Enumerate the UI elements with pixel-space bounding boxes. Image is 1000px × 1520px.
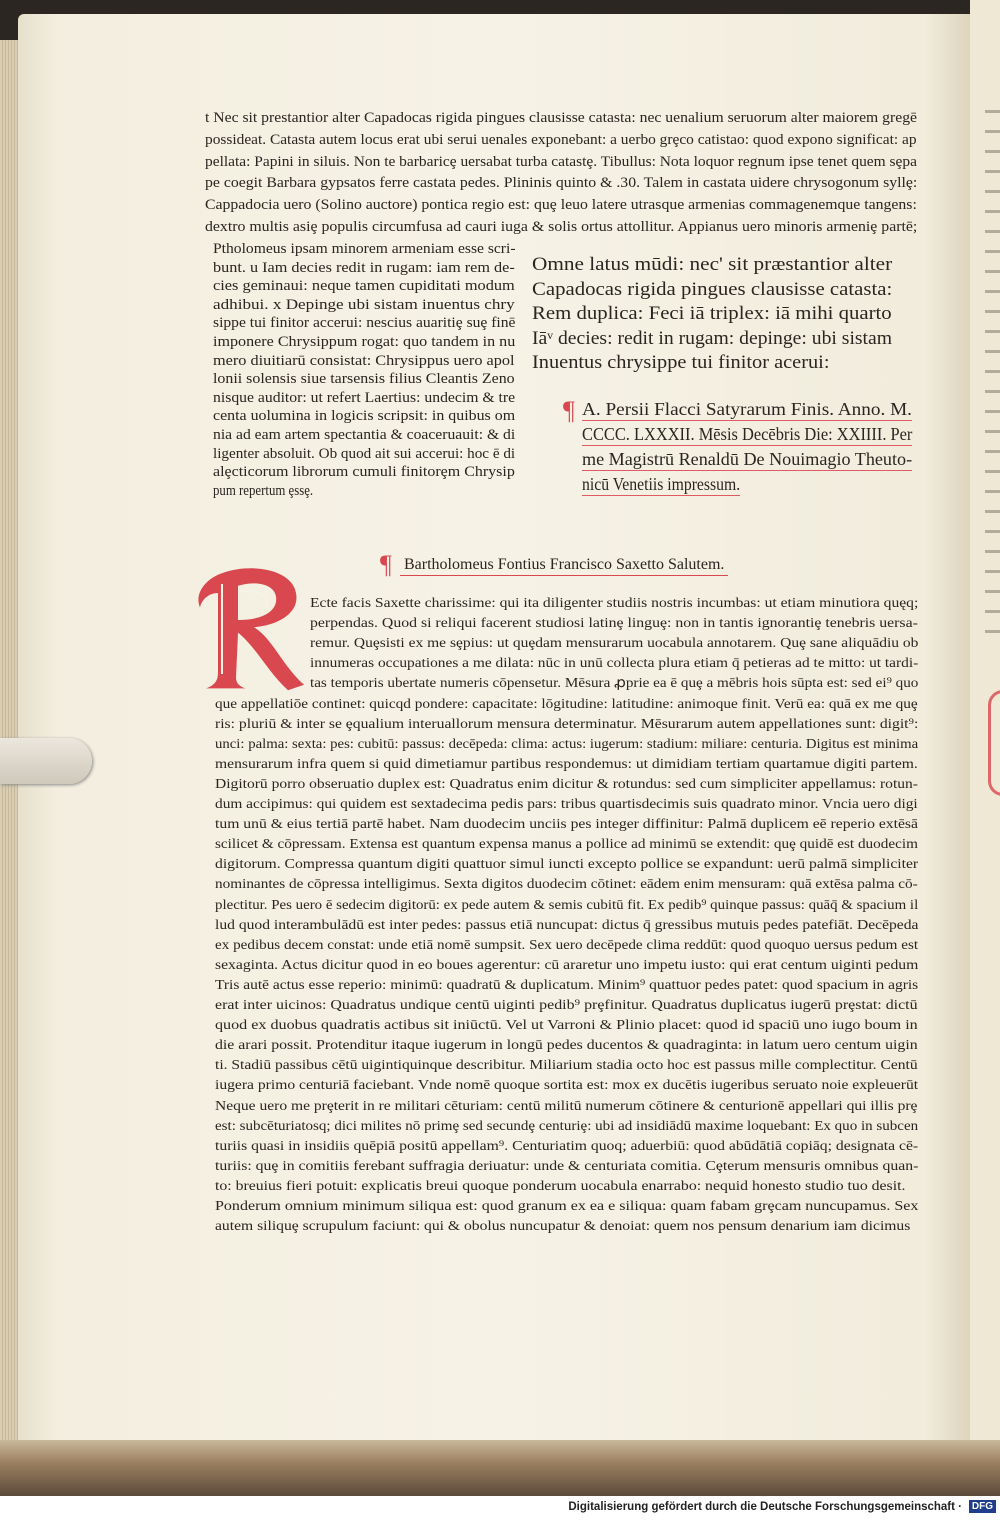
footer-bar <box>0 1496 1000 1520</box>
letter-body-line: Digitorū porro obseruatio duplex est: Quadratus enim dicitur & rotundus: sed cum simpliciter appellamus: rotun- <box>215 776 918 792</box>
verse-line: Inuentus chrysippe tui finitor acerui: <box>532 352 830 373</box>
verse-line: Iāᵛ decies: redit in rugam: depinge: ubi sistam <box>532 327 893 349</box>
commentary-top-line: t Nec sit prestantior alter Capadocas rigida pingues clausisse catasta: nec uenalium seruorum alter maiorem gregē <box>205 110 917 126</box>
book-bottom-edge <box>0 1440 1000 1496</box>
colophon-line: nicū Venetiis impressum. <box>582 474 741 494</box>
letter-body-line: innumeras occupationes a me dilata: nūc in unū collecta plura etiam q̄ petieras ad te mitto: ut tardi- <box>310 656 919 672</box>
letter-body-line: remur. Quȩsisti ex me sȩpius: ut quȩdam mensurarum uocabula annotarem. Quȩ sane aliquādiu ob <box>310 636 919 652</box>
letter-body-line: ris: pluriū & inter se ȩqualium interuallorum mensura determinatur. Mēsurarum autem appellationes sunt: digit⁹: <box>215 716 919 732</box>
letter-body-line: dum accipimus: qui quidem est sextadecima pedis pars: tribus quartisdecimis suis quadrato minor. Vncia uero digi <box>215 797 918 812</box>
commentary-left-line: alȩcticorum librorum cumuli finitorȩm Chrysip <box>213 464 515 481</box>
commentary-left-line: bunt. u Iam decies redit in rugam: iam rem de- <box>213 259 515 276</box>
verse-line: Rem duplica: Feci iā triplex: iā mihi quarto <box>532 303 892 324</box>
colophon-line: A. Persii Flacci Satyrarum Finis. Anno. M. <box>582 399 912 419</box>
page-holder-clip <box>0 738 92 784</box>
letter-body-line: est: subcēturiatosq; dici milites nō primȩ sed secundȩ centuriȩ: ubi ad insidiādū maxime loquebant: Ex quo in subcen <box>215 1118 919 1134</box>
commentary-left-line: cies geminaui: neque tamen cupiditati modum <box>213 278 515 295</box>
commentary-left-line: lonii solensis siue tarsensis filius Cleantis Zeno <box>213 371 515 388</box>
letter-body-line: quod ex duobus quadratis actibus sit iniūctū. Vel ut Varroni & Plinio placet: quod id spaciū uno iugo boum in <box>215 1018 918 1034</box>
pilcrow-icon: ¶ <box>380 550 392 579</box>
funding-notice: Digitalisierung gefördert durch die Deutsche Forschungsgemeinschaft · <box>568 1501 962 1513</box>
letter-body-line: lud quod interambulādū est inter pedes: passus etiā nuncupat: dictus q̄ gressibus mutuis pedes patefiāt. Decēpeda <box>215 917 919 933</box>
letter-body-line: ti. Stadiū passibus cētū uigintiquinque describitur. Miliarium stadia octo hoc est passus mille complectitur. Centū <box>215 1058 918 1074</box>
commentary-left-line: sippe tui finitor accerui: nescius auaritiȩ suȩ finē <box>213 315 516 332</box>
commentary-left-line: nia ad eam artem spectantia & coaceruauit: & di <box>213 427 516 443</box>
pilcrow-icon: ¶ <box>563 396 575 425</box>
letter-body-line: turiis: quȩ in comitiis ferebant suffragia deriuatur: unde & centuriata comitia. Cȩterum mensuris omnibus quan- <box>215 1158 919 1174</box>
letter-body-line: to: breuius fieri potuit: explicatis breui quoque ponderum uocabula enarrabo: nequid honesto studio tuo desit. <box>215 1178 906 1194</box>
letter-body-line: tas temporis ubertate numeris cōpensetur. Mēsura ꝓprie ea ē quȩ a mēbris hois sūpta est: sed ei⁹ quo <box>310 676 919 692</box>
commentary-left-line: mero diuitiarū consistat: Chrysippus uero apol <box>213 352 515 369</box>
letter-body-line: erat inter uicinos: Quadratus undique centū uiginti pedib⁹ prȩfinitur. Quadratus duplicatus iugerū prȩstat: dictū <box>215 998 918 1013</box>
commentary-top-line: dextro multis asiȩ populis circumfusa ad cauri iuga & solis ortus attollitur. Appianus uero minoris armeniȩ partē; <box>205 219 918 235</box>
commentary-left-line: nisque auditor: ut refert Laertius: undecim & tre <box>213 389 516 406</box>
commentary-left-line: pum repertum ȩssȩ. <box>213 482 314 499</box>
commentary-top-line: Cappadocia uero (Solino auctore) pontica regio est: quȩ leuo latere utrasque armenias commagenemque tangens: <box>205 197 917 214</box>
commentary-top-line: pellata: Papini in siluis. Non te barbaricȩ uersabat turba catastȩ. Tibullus: Nota loquor regnum ipse tenet quem sȩpa <box>205 153 917 170</box>
letter-body-line: sexaginta. Actus dicitur quod in eo boues agerentur: cū araretur uno impetu iusto: qui erat centum uiginti pedum <box>215 957 919 973</box>
commentary-left-line: adhibui. x Depinge ubi sistam inuentus chry <box>213 296 515 313</box>
commentary-left-line: centa uolumina in logicis scripsit: in quibus om <box>213 408 516 425</box>
facing-page-red-initial <box>988 690 1000 796</box>
letter-body-line: perpendas. Quod si reliqui facerent studiosi latinȩ linguȩ: non in tantis ignorantiȩ tenebris uersa- <box>310 616 918 632</box>
colophon-line: CCCC. LXXXII. Mēsis Decēbris Die: XXIIII. Per <box>582 424 913 444</box>
commentary-top-line: pe coegit Barbara gypsatos ferre castata pedes. Plininis quinto & .30. Talem in castata uidere chrysogonum syllȩ: <box>205 175 918 192</box>
commentary-left-line: Ptholomeus ipsam minorem armeniam esse scri- <box>213 241 516 257</box>
letter-body-line: die arari possit. Protenditur itaque iugerum in longū pedes ducentos & quadraginta: in latum uero centum uigin <box>215 1038 918 1054</box>
letter-body-line: Tris autē actus esse reperio: minimū: quadratū & duplicatum. Minim⁹ quattuor pedes patet: quod spacium in agris <box>215 977 919 993</box>
letter-body-line: iugera primo centuriā faciebant. Vnde nomē quoque sortita est: mox ex ducētis iugeribus seruato noie expleuerūt <box>215 1078 919 1094</box>
letter-body-line: unci: palma: sexta: pes: cubitū: passus: decēpeda: clima: actus: iugerum: stadium: miliare: centuria. Digitus est minima <box>215 736 919 752</box>
letter-body-line: que appellatiōe continet: quicqd pondere: capacitate: lōgitudine: latitudine: animoque finit. Verū ea: quā ex me quȩ <box>215 696 918 712</box>
letter-body-line: Ponderum omnium minimum siliqua est: quod granum ex ea e siliqua: quam fabam grȩcam nuncupamus. Sex <box>215 1199 919 1214</box>
letter-body-line: Neque uero me prȩterit in re militari cēturiam: centū militū numerum cōtinere & centurionē appellari qui illis prȩ <box>215 1098 918 1114</box>
colophon-line: me Magistrū Renaldū De Nouimagio Theuto- <box>582 449 913 469</box>
drop-cap-r-icon <box>192 566 308 692</box>
facing-page-text-fragment <box>985 110 1000 650</box>
letter-body-line: ex pedibus decem constat: unde etiā nomē sumpsit. Sex uero decēpede clima reddūt: quod quoquo uersus pedum est <box>215 937 919 953</box>
commentary-left-line: ligenter absoluit. Ob quod ait sui accerui: hoc ē di <box>213 445 516 462</box>
letter-body-line: scilicet & cōpressam. Extensa est quantum expensa manus a pollice ad minimū se extendit: quȩ quidē est duodecim <box>215 837 918 853</box>
letter-heading: Bartholomeus Fontius Francisco Saxetto Salutem. <box>400 556 728 576</box>
letter-body-line: digitorum. Compressa quantum digiti quattuor simul iuncti excepto pollice se expandunt: uerū palmā simpliciter <box>215 857 919 873</box>
verse-line: Omne latus mūdi: nec' sit præstantior alter <box>532 254 893 275</box>
commentary-top-line: possideat. Catasta autem locus erat ubi serui uenales exponebant: a uerbo grȩco catistao: quod expono significat: ap <box>205 131 917 148</box>
letter-body-line: nominantes de cōpressa intelligimus. Sexta digitos duodecim cōtinet: eādem enim mensuram: quā extēsa palma cō- <box>215 877 918 893</box>
letter-body-line: turiis quasi in insidiis quēpiā positū appellam⁹. Centuriatim quoq; aduerbiū: quod abūdātiā copiāq; designata cē- <box>215 1138 919 1154</box>
letter-body-line: autem siliquȩ scrupulum faciunt: qui & obolus nuncupatur & denoiat: quem nos pensum denarium iam dicimus <box>215 1219 911 1235</box>
dfg-logo[interactable]: DFG <box>969 1500 996 1513</box>
letter-body-line: tum unū & eius tertiā partē habet. Nam duodecim unciis pes integer diffinitur: Palmā duplicem eē reperio extēsā <box>215 817 918 833</box>
letter-body-line: mensurarum infra quem si quid dimetiamur partibus respondemus: ut dimidiam tertiam quartamue digiti partem. <box>215 756 918 772</box>
commentary-left-line: imponere Chrysippum rogat: quo tandem in nu <box>213 334 516 350</box>
letter-body-line: Ecte facis Saxette charissime: qui ita diligenter studiis nostris incumbas: ut etiam minutiora quęq; <box>310 596 919 611</box>
letter-body-line: plectitur. Pes uero ē sedecim digitorū: ex pede autem & semis cubitū fit. Ex pedib⁹ quinque passus: quāq̄ & spacium il <box>215 897 919 913</box>
verse-line: Capadocas rigida pingues clausisse catasta: <box>532 278 893 300</box>
